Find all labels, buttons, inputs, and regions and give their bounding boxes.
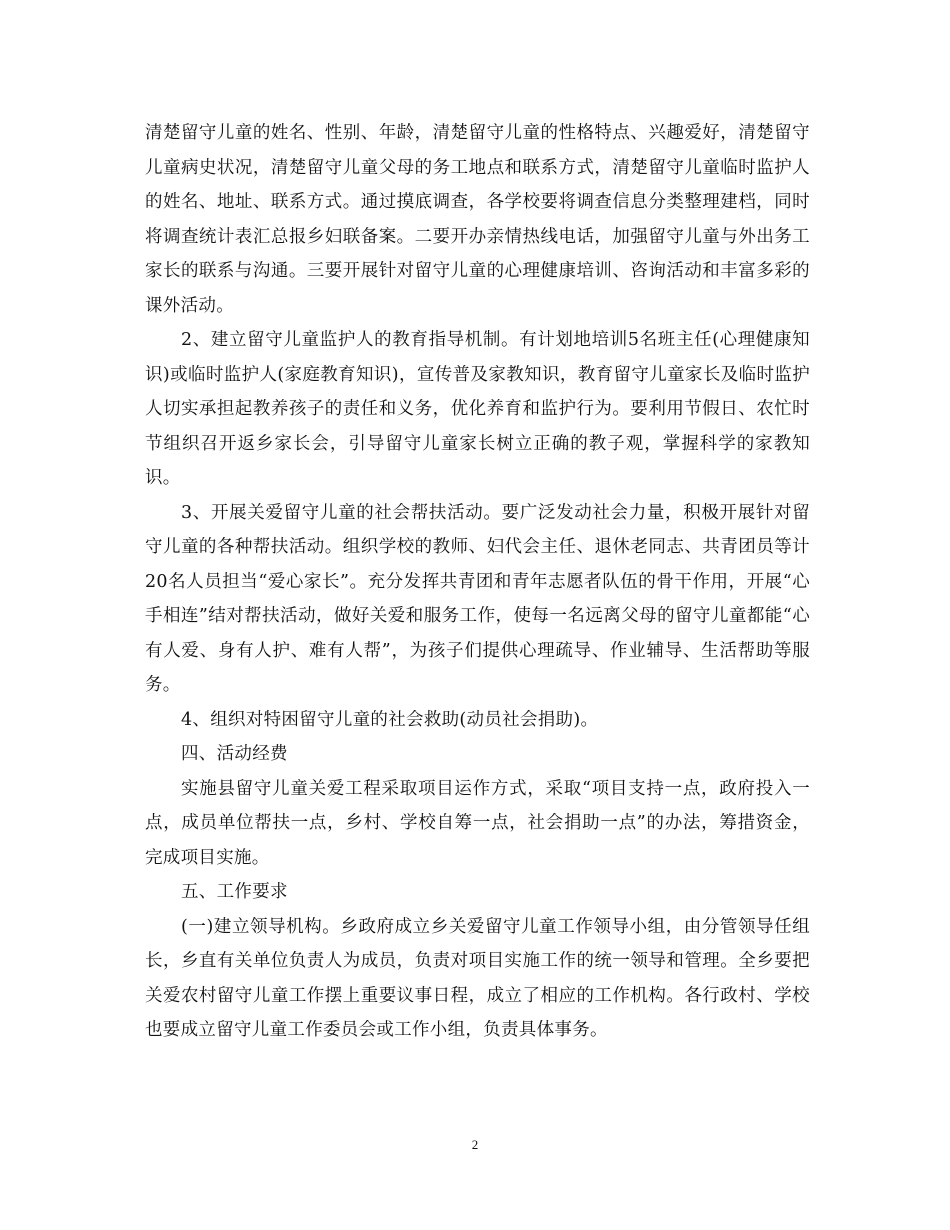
- section-heading-funding: 四、活动经费: [181, 744, 288, 764]
- paragraph-relief: 4、组织对特困留守儿童的社会救助(动员社会捐助)。: [181, 709, 599, 730]
- section-heading-requirements: 五、工作要求: [181, 882, 288, 902]
- document-body: [145, 116, 810, 1048]
- paragraph-guardian-education: 2、建立留守儿童监护人的教育指导机制。有计划地培训5名班主任(心理健康知识)或临时监护人(家庭教育知识)，宣传普及家教知识，教育留守儿童家长及临时监护人切实承担起教养孩子的责任和义务，优化养育和监护行为。要利用节假日、农忙时节组织召开返乡家长会，引导留守儿童家长树立正确的教子观，掌握科学的家教知识。: [145, 330, 810, 488]
- paragraph-continuation: 清楚留守儿童的姓名、性别、年龄，清楚留守儿童的性格特点、兴趣爱好，清楚留守儿童病史状况，清楚留守儿童父母的务工地点和联系方式，清楚留守儿童临时监护人的姓名、地址、联系方式。通过摸底调查，各学校要将调查信息分类整理建档，同时将调查统计表汇总报乡妇联备案。二要开办亲情热线电话，加强留守儿童与外出务工家长的联系与沟通。三要开展针对留守儿童的心理健康培训、咨询活动和丰富多彩的课外活动。: [145, 123, 810, 316]
- paragraph-social-assistance: 3、开展关爱留守儿童的社会帮扶活动。要广泛发动社会力量，积极开展针对留守儿童的各种帮扶活动。组织学校的教师、妇代会主任、退休老同志、共青团员等计20名人员担当“爱心家长”。充分发挥共青团和青年志愿者队伍的骨干作用，开展“心手相连”结对帮扶活动，做好关爱和服务工作，使每一名远离父母的留守儿童都能“心有人爱、身有人护、难有人帮”，为孩子们提供心理疏导、作业辅导、生活帮助等服务。: [145, 502, 810, 695]
- paragraph-leadership: (一)建立领导机构。乡政府成立乡关爱留守儿童工作领导小组，由分管领导任组长，乡直有关单位负责人为成员，负责对项目实施工作的统一领导和管理。全乡要把关爱农村留守儿童工作摆上重要议事日程，成立了相应的工作机构。各行政村、学校也要成立留守儿童工作委员会或工作小组，负责具体事务。: [145, 916, 810, 1040]
- page-number: 2: [471, 1137, 479, 1152]
- paragraph-funding: 实施县留守儿童关爱工程采取项目运作方式，采取“项目支持一点，政府投入一点，成员单位帮扶一点，乡村、学校自筹一点，社会捐助一点”的办法，筹措资金，完成项目实施。: [145, 778, 810, 868]
